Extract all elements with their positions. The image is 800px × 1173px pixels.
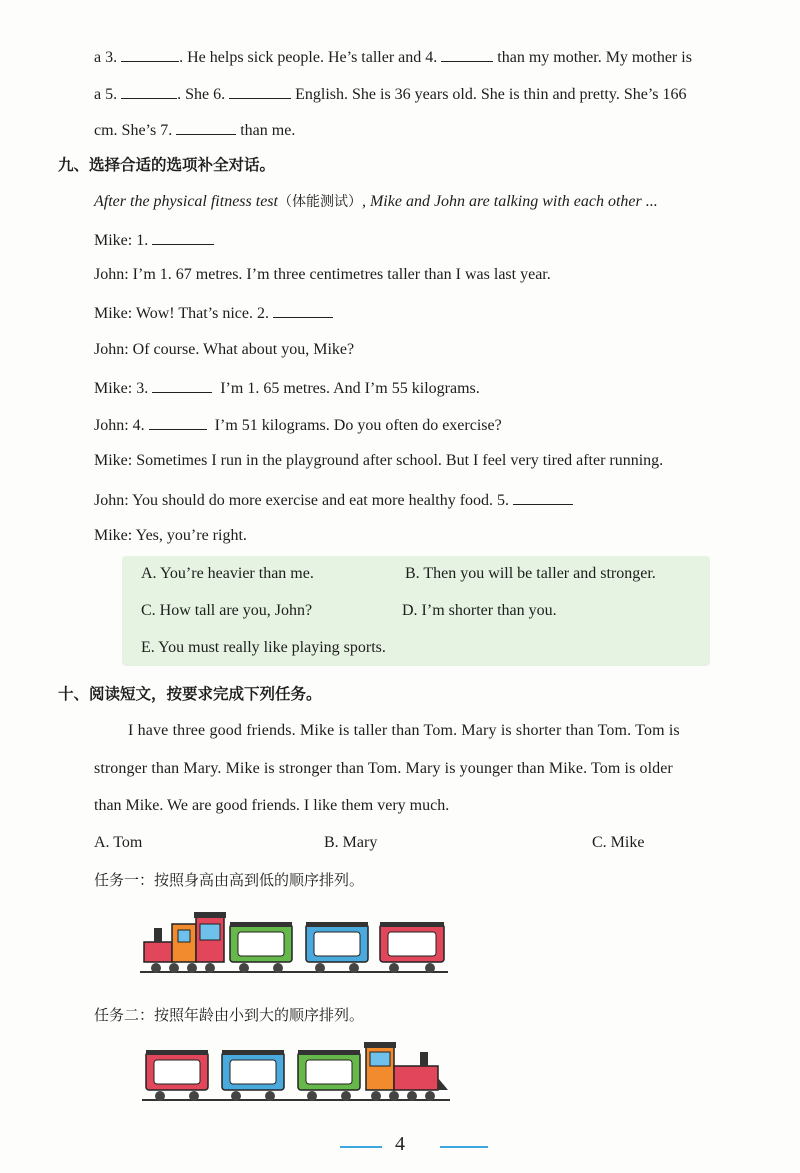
dialogue-line-2: John: I’m 1. 67 metres. I’m three centimetres taller than I was last year. — [94, 266, 551, 283]
dialogue-line-7: Mike: Sometimes I run in the playground after school. But I feel very tired after running. — [94, 452, 664, 469]
option-c: C. How tall are you, John? — [141, 602, 313, 619]
task-1-label: 任务一：按照身高由高到低的顺序排列。 — [94, 871, 365, 889]
page-number: 4 — [395, 1133, 405, 1155]
choice-a: A. Tom — [94, 834, 143, 851]
choice-b: B. Mary — [324, 834, 378, 851]
paragraph-line-3: cm. She’s 7. than me. — [94, 119, 295, 141]
train-car-green — [230, 922, 292, 973]
answer-blank-5[interactable] — [121, 83, 177, 99]
dialogue-blank-5[interactable] — [513, 489, 573, 505]
answer-blank-6[interactable] — [229, 83, 291, 99]
option-d: D. I’m shorter than you. — [402, 602, 557, 619]
reading-line-2: stronger than Mary. Mike is stronger than Tom. Mary is younger than Mike. Tom is older — [94, 760, 673, 777]
train-age-order — [140, 1038, 452, 1110]
dialogue-blank-2[interactable] — [273, 302, 333, 318]
train-car-green — [298, 1050, 360, 1101]
answer-blank-4[interactable] — [441, 46, 493, 62]
task-2-label: 任务二：按照年龄由小到大的顺序排列。 — [94, 1006, 365, 1024]
dialogue-line-1: Mike: 1. — [94, 229, 214, 251]
locomotive-icon — [144, 912, 226, 973]
reading-line-3: than Mike. We are good friends. I like them very much. — [94, 797, 450, 814]
reading-line-1: I have three good friends. Mike is taller than Tom. Mary is shorter than Tom. Tom is — [128, 722, 680, 739]
dialogue-line-8: John: You should do more exercise and eat more healthy food. 5. — [94, 489, 573, 511]
dialogue-line-5: Mike: 3. I’m 1. 65 metres. And I’m 55 kilograms. — [94, 377, 480, 399]
dialogue-line-4: John: Of course. What about you, Mike? — [94, 341, 355, 358]
locomotive-icon — [364, 1042, 448, 1101]
dialogue-blank-4[interactable] — [149, 414, 207, 430]
dialogue-blank-1[interactable] — [152, 229, 214, 245]
section-9-heading: 九、选择合适的选项补全对话。 — [58, 156, 276, 174]
dialogue-line-6: John: 4. I’m 51 kilograms. Do you often do exercise? — [94, 414, 502, 436]
section-10-heading: 十、阅读短文，按要求完成下列任务。 — [58, 685, 322, 703]
section-9-intro: After the physical fitness test（体能测试）, Mike and John are talking with each other ... — [94, 193, 658, 210]
train-car-blue — [222, 1050, 284, 1101]
train-car-red — [146, 1050, 208, 1101]
train-height-order — [138, 910, 450, 980]
dialogue-blank-3[interactable] — [152, 377, 212, 393]
paragraph-line-1: a 3. . He helps sick people. He’s taller and 4. than my mother. My mother is — [94, 46, 692, 68]
option-e: E. You must really like playing sports. — [141, 639, 386, 656]
train-car-blue — [306, 922, 368, 973]
dialogue-line-9: Mike: Yes, you’re right. — [94, 527, 247, 544]
paragraph-line-2: a 5. . She 6. English. She is 36 years old. She is thin and pretty. She’s 166 — [94, 83, 687, 105]
answer-blank-7[interactable] — [176, 119, 236, 135]
train-car-red — [380, 922, 444, 973]
dialogue-line-3: Mike: Wow! That’s nice. 2. — [94, 302, 333, 324]
option-b: B. Then you will be taller and stronger. — [405, 565, 656, 582]
choice-c: C. Mike — [592, 834, 645, 851]
option-a: A. You’re heavier than me. — [141, 565, 314, 582]
answer-blank-3[interactable] — [121, 46, 179, 62]
